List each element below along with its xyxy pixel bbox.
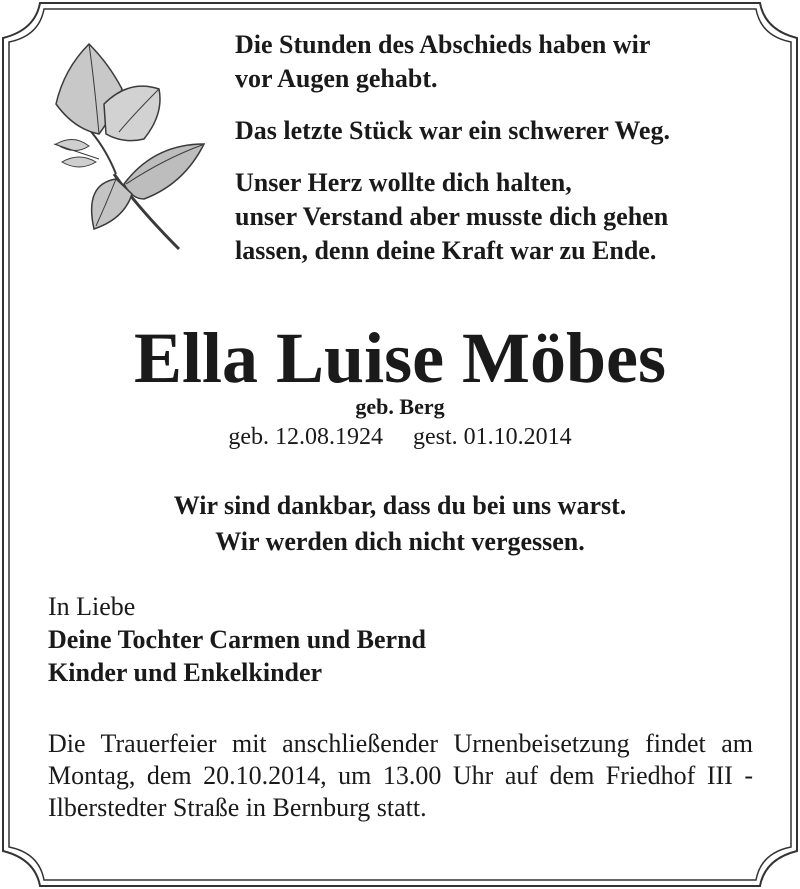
- deceased-name: Ella Luise Möbes: [133, 318, 667, 398]
- family-intro: In Liebe: [48, 592, 136, 621]
- birth-date: geb. 12.08.1924: [228, 424, 383, 450]
- poem-stanza: Das letzte Stück war ein schwerer Weg.: [235, 116, 670, 145]
- family-line: Kinder und Enkelkinder: [48, 658, 323, 687]
- family-signature: [48, 590, 748, 689]
- calla-lily-icon: [44, 34, 214, 264]
- thanks-message: [0, 488, 800, 560]
- poem: [235, 28, 765, 286]
- life-dates: [0, 422, 800, 452]
- death-date: gest. 01.10.2014: [412, 424, 572, 450]
- maiden-name: geb. Berg: [355, 394, 445, 419]
- funeral-service-notice: Die Trauerfeier mit anschließender Urnenbeisetzung findet am Montag, dem 20.10.2014, um 13.00 Uhr auf dem Friedhof III - Ilberstedter Straße in Bernburg statt.: [48, 729, 753, 822]
- thanks-line: Wir sind dankbar, dass du bei uns warst.: [173, 491, 627, 520]
- family-line: Deine Tochter Carmen und Bernd: [48, 625, 426, 654]
- poem-stanza: Unser Herz wollte dich halten, unser Verstand aber musste dich gehen lassen, denn deine Kraft war zu Ende.: [235, 168, 669, 265]
- poem-stanza: Die Stunden des Abschieds haben wir vor Augen gehabt.: [235, 30, 651, 93]
- thanks-line: Wir werden dich nicht vergessen.: [215, 527, 585, 556]
